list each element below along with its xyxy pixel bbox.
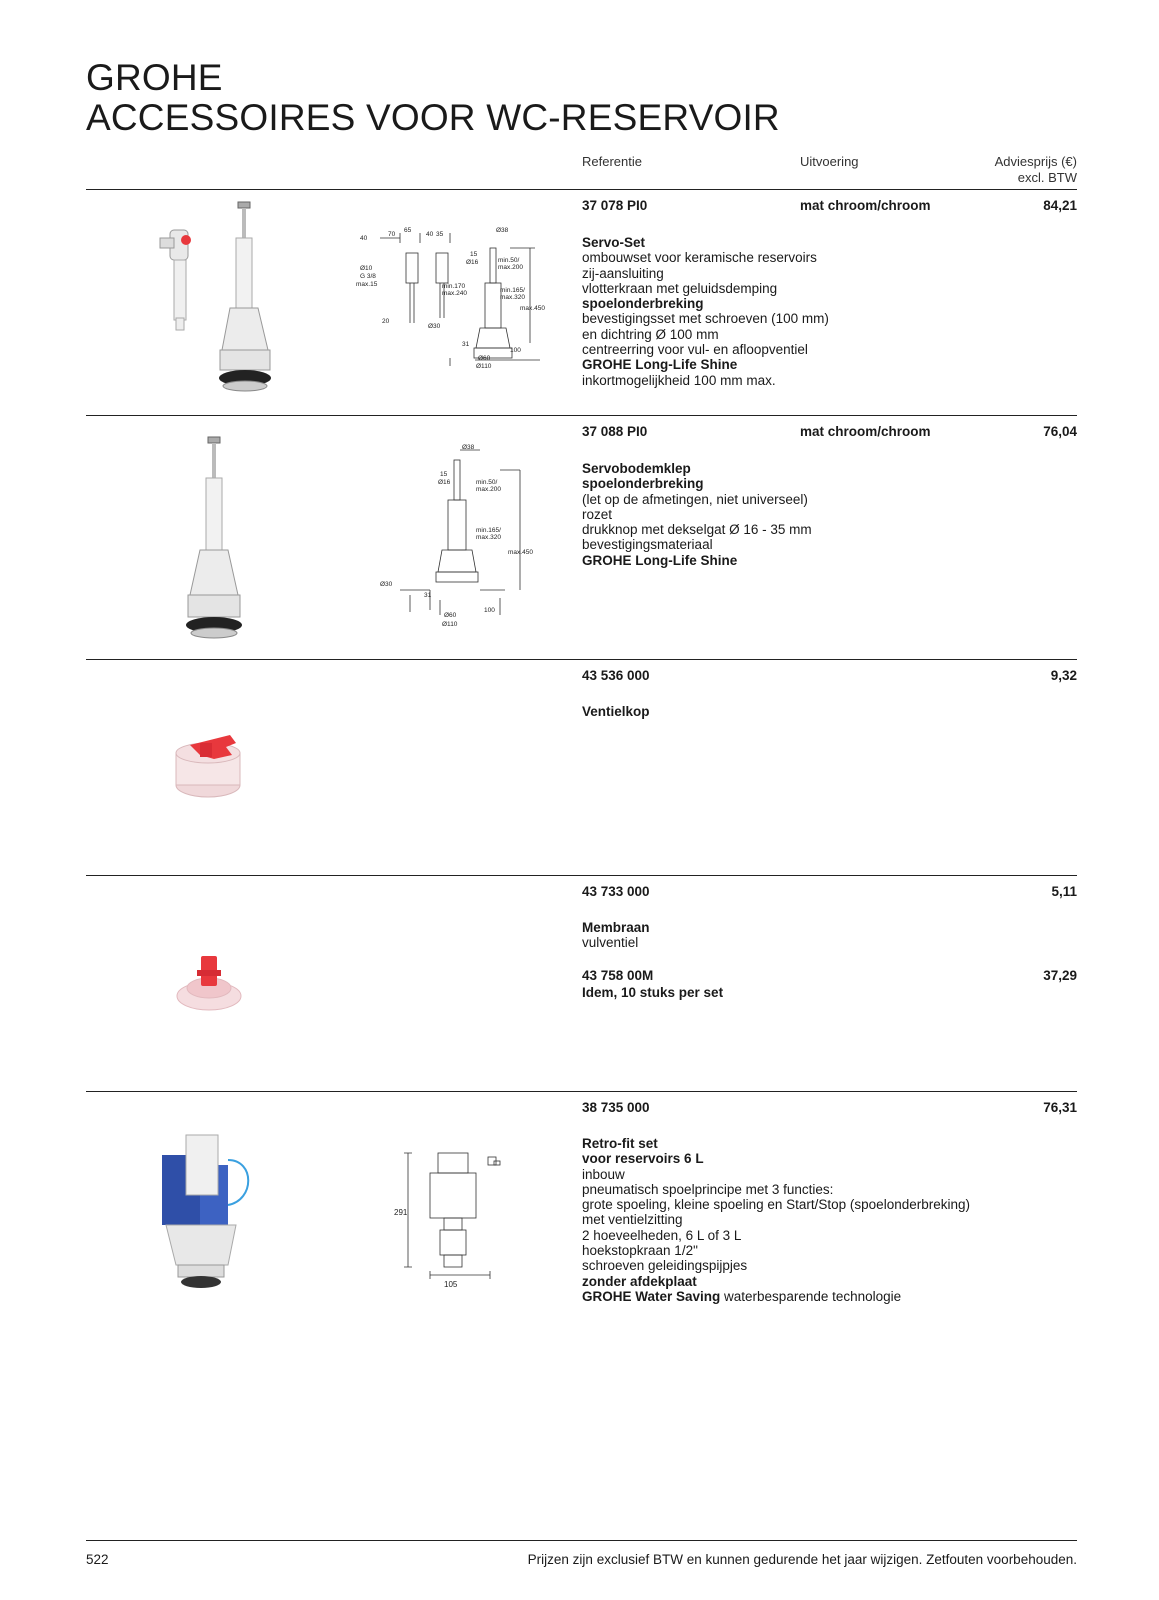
desc-line: vulventiel [582,935,639,951]
product-price: 84,21 [1043,198,1077,213]
svg-text:max.450: max.450 [520,305,545,312]
svg-text:40: 40 [426,231,434,238]
desc-line: met ventielzitting [582,1212,683,1228]
svg-text:max.15: max.15 [356,281,378,288]
desc-line-last [582,1289,1062,1304]
svg-text:Ø30: Ø30 [380,581,393,588]
svg-text:G 3/8: G 3/8 [360,273,376,280]
product-description [582,461,1062,568]
svg-text:Ø60: Ø60 [478,355,491,362]
svg-text:31: 31 [424,592,432,599]
desc-line: voor reservoirs 6 L [582,1151,704,1167]
svg-text:max.240: max.240 [442,290,467,297]
svg-text:105: 105 [444,1280,458,1289]
desc-line: en dichtring Ø 100 mm [582,326,719,342]
row-divider [86,189,1077,190]
desc-line: grote spoeling, kleine spoeling en Start/Stop (spoelonderbreking) [582,1197,970,1213]
desc-line: GROHE Long-Life Shine [582,552,738,568]
membraan-photo [175,950,245,1015]
svg-text:min.165/: min.165/ [476,527,501,534]
desc-line: hoekstopkraan 1/2" [582,1243,698,1259]
svg-text:Ø10: Ø10 [360,265,373,272]
page-title [86,58,780,138]
variant-price: 37,29 [1043,968,1077,983]
product-name: Ventielkop [582,704,650,719]
product-ref: 37 088 PI0 [582,424,648,439]
desc-line: ombouwset voor keramische reservoirs [582,250,817,266]
footer-disclaimer: Prijzen zijn exclusief BTW en kunnen gedurende het jaar wijzigen. Zetfouten voorbehouden. [527,1552,1077,1567]
svg-text:70: 70 [388,231,396,238]
desc-line: zij-aansluiting [582,265,664,281]
svg-text:100: 100 [510,347,521,354]
page-number: 522 [86,1552,109,1567]
product-ref: 38 735 000 [582,1100,650,1115]
product-name: Servobodemklep [582,461,691,476]
row-divider [86,659,1077,660]
svg-text:Ø110: Ø110 [476,363,492,370]
column-header-prijs [995,154,1077,186]
svg-text:min.170: min.170 [442,283,466,290]
desc-line: 2 hoeveelheden, 6 L of 3 L [582,1227,742,1243]
product-finish: mat chroom/chroom [800,424,931,439]
retro-fit-set-drawing [394,1145,530,1289]
svg-text:max.320: max.320 [476,534,501,541]
variant-name: Idem, 10 stuks per set [582,985,724,1000]
desc-line: centreerring voor vul- en afloopventiel [582,342,808,358]
svg-text:max.450: max.450 [508,549,533,556]
fill-valve-image [160,230,191,330]
svg-text:35: 35 [436,231,444,238]
servo-set-drawing: 706540 35 40Ø3815Ø16 min.50/max.200 Ø10G 3/8max.15 min.170max.240 min.165/max.320max.450 20Ø3031 100Ø60Ø110 70 [356,215,545,370]
desc-line: GROHE Long-Life Shine [582,357,738,373]
product-description [582,1136,1062,1304]
svg-text:65: 65 [404,227,412,234]
svg-text:Ø30: Ø30 [428,323,441,330]
svg-text:40: 40 [360,235,368,242]
svg-text:Ø110: Ø110 [442,621,458,628]
row-divider [86,415,1077,416]
product-price: 76,31 [1043,1100,1077,1115]
product-price: 5,11 [1051,884,1077,899]
flush-valve-image [219,202,271,391]
footer-divider [86,1540,1077,1541]
svg-text:Ø16: Ø16 [466,259,479,266]
svg-text:31: 31 [462,341,470,348]
svg-text:20: 20 [382,318,390,325]
product-name: Servo-Set [582,235,646,250]
product-ref: 43 536 000 [582,668,650,683]
desc-line: rozet [582,506,613,522]
column-header-uitvoering: Uitvoering [800,154,859,169]
product-description [582,704,1062,719]
svg-text:15: 15 [470,251,478,258]
desc-line: zonder afdekplaat [582,1273,697,1289]
svg-text:100: 100 [484,607,495,614]
svg-text:Ø38: Ø38 [496,227,509,234]
water-saving-label: GROHE Water Saving [582,1288,721,1304]
water-saving-text: waterbesparende technologie [720,1288,902,1304]
product-price: 9,32 [1050,668,1077,683]
row-divider [86,1091,1077,1092]
desc-line: bevestigingsmateriaal [582,537,713,553]
svg-text:max.320: max.320 [500,294,525,301]
desc-line: spoelonderbreking [582,476,704,492]
svg-text:Ø16: Ø16 [438,479,451,486]
svg-text:max.200: max.200 [476,486,501,493]
variant-ref: 43 758 00M [582,968,654,983]
svg-text:min.50/: min.50/ [476,479,498,486]
desc-line: (let op de afmetingen, niet universeel) [582,491,808,507]
desc-line: pneumatisch spoelprincipe met 3 functies: [582,1181,834,1197]
desc-line: vlotterkraan met geluidsdemping [582,280,778,296]
desc-line: inbouw [582,1166,625,1182]
product-ref: 37 078 PI0 [582,198,648,213]
servobodemklep-photo [180,435,260,645]
desc-line: drukknop met dekselgat Ø 16 - 35 mm [582,522,812,538]
title-line-2: ACCESSOIRES VOOR WC-RESERVOIR [86,97,780,138]
product-ref: 43 733 000 [582,884,650,899]
svg-text:Ø38: Ø38 [462,444,475,451]
svg-text:max.200: max.200 [498,264,523,271]
product-description [582,235,1062,388]
svg-text:min.50/: min.50/ [498,257,520,264]
servobodemklep-drawing [380,440,550,635]
desc-line: inkortmogelijkheid 100 mm max. [582,372,776,388]
ventielkop-photo [170,725,250,805]
row-divider [86,875,1077,876]
product-finish: mat chroom/chroom [800,198,931,213]
product-description [582,920,1062,951]
svg-text:291: 291 [394,1208,408,1217]
prijs-line-2: excl. BTW [1017,170,1077,185]
column-header-referentie: Referentie [582,154,642,169]
prijs-line-1: Adviesprijs (€) [994,154,1077,169]
servo-set-photo [150,200,280,400]
product-price: 76,04 [1043,424,1077,439]
desc-line: bevestigingsset met schroeven (100 mm) [582,311,829,327]
product-name: Membraan [582,920,650,935]
svg-text:Ø60: Ø60 [444,612,457,619]
title-line-1: GROHE [86,57,223,98]
retro-fit-set-photo [160,1130,260,1290]
desc-line: spoelonderbreking [582,296,704,312]
svg-text:min.165/: min.165/ [500,287,525,294]
desc-line: schroeven geleidingspijpjes [582,1258,748,1274]
svg-text:15: 15 [440,471,448,478]
product-name: Retro-fit set [582,1136,658,1151]
